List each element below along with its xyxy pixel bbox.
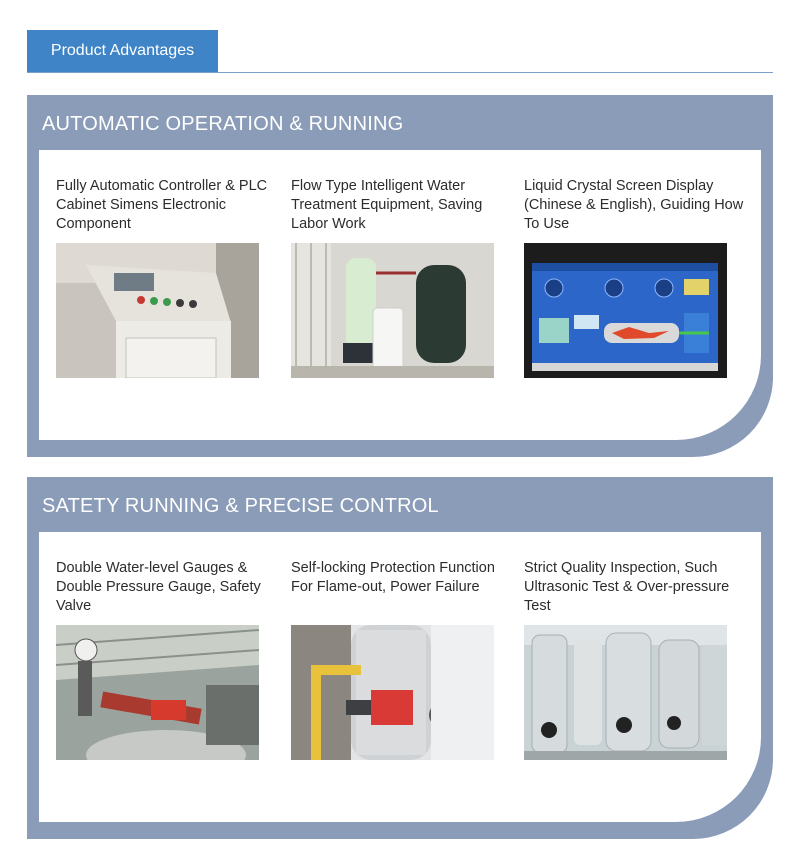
tab-bar [27, 30, 773, 73]
feature-text: Flow Type Intelligent Water Treatment Equipment, Saving Labor Work [291, 178, 483, 232]
section-safety-running [27, 477, 773, 839]
lcd-screen-photo [524, 243, 727, 378]
feature-item [56, 559, 276, 617]
tab-product-advantages[interactable]: Product Advantages [27, 30, 218, 72]
feature-item [291, 559, 511, 617]
water-treatment-photo [291, 243, 494, 378]
feature-item [524, 559, 744, 617]
tab-divider [27, 72, 773, 73]
feature-text: Double Water-level Gauges & Double Pressure Gauge, Safety Valve [56, 560, 261, 614]
section-title: SATETY RUNNING & PRECISE CONTROL [42, 495, 439, 517]
control-cabinet-photo [56, 243, 259, 378]
feature-text: Self-locking Protection Function For Flame-out, Power Failure [291, 560, 495, 595]
section-automatic-operation [27, 95, 773, 457]
feature-text: Strict Quality Inspection, Such Ultrasonic Test & Over-pressure Test [524, 560, 730, 614]
burner-protection-photo [291, 625, 494, 760]
section-card [39, 532, 761, 822]
feature-item [524, 177, 744, 235]
section-card [39, 150, 761, 440]
boiler-inspection-photo [524, 625, 727, 760]
feature-item [56, 177, 276, 235]
feature-text: Liquid Crystal Screen Display (Chinese & English), Guiding How To Use [524, 178, 744, 232]
section-title: AUTOMATIC OPERATION & RUNNING [42, 113, 404, 135]
gauges-valve-photo [56, 625, 259, 760]
feature-item [291, 177, 511, 235]
feature-text: Fully Automatic Controller & PLC Cabinet Simens Electronic Component [56, 178, 268, 232]
